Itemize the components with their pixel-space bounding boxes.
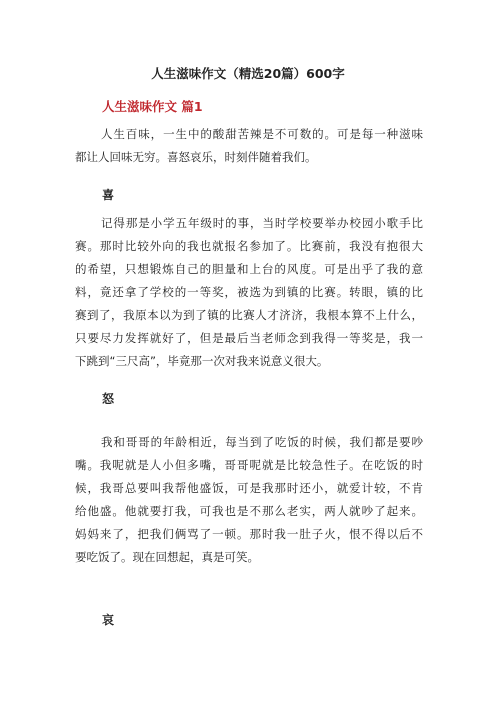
article-heading: 人生滋味作文 篇1 bbox=[102, 99, 203, 114]
paragraph-line: 要吃饭了。现在回想起，真是可笑。 bbox=[75, 550, 259, 564]
paragraph-line: 我和哥哥的年龄相近，每当到了吃饭的时候，我们都是要吵 bbox=[101, 435, 423, 449]
paragraph-line: 候，我哥总要叫我帮他盛饭，可是我那时还小，就爱计较，不肯 bbox=[75, 481, 423, 495]
section-heading-joy: 喜 bbox=[102, 188, 115, 202]
section-paragraph-joy bbox=[75, 212, 423, 373]
section-paragraph-anger bbox=[75, 431, 423, 569]
intro-paragraph bbox=[75, 123, 423, 169]
paragraph-line: 赛到了，我原本以为到了镇的比赛人才济济，我根本算不上什么， bbox=[75, 308, 423, 322]
paragraph-line: 人生百味，一生中的酸甜苦辣是不可数的。可是每一种滋味 bbox=[101, 127, 423, 141]
paragraph-line: 妈妈来了，把我们俩骂了一顿。那时我一肚子火，恨不得以后不 bbox=[75, 527, 423, 541]
paragraph-line: 只要尽力发挥就好了，但是最后当老师念到我得一等奖是，我一 bbox=[75, 331, 423, 345]
section-heading-anger: 怒 bbox=[102, 392, 115, 406]
paragraph-line: 赛。那时比较外向的我也就报名参加了。比赛前，我没有抱很大 bbox=[75, 239, 423, 253]
paragraph-line: 的希望，只想锻炼自己的胆量和上台的风度。可是出乎了我的意 bbox=[75, 262, 423, 276]
paragraph-line: 记得那是小学五年级时的事，当时学校要举办校园小歌手比 bbox=[101, 216, 423, 230]
paragraph-line: 料，竟还拿了学校的一等奖，被选为到镇的比赛。转眼，镇的比 bbox=[75, 285, 423, 299]
section-heading-sorrow: 哀 bbox=[102, 613, 115, 627]
paragraph-line: 下跳到“三尺高”，毕竟那一次对我来说意义很大。 bbox=[75, 354, 329, 368]
paragraph-line: 都让人回味无穷。喜怒哀乐，时刻伴随着我们。 bbox=[75, 150, 317, 164]
paragraph-line: 嘴。我呢就是人小但多嘴，哥哥呢就是比较急性子。在吃饭的时 bbox=[75, 458, 423, 472]
document-title: 人生滋味作文（精选20篇）600字 bbox=[151, 66, 345, 81]
paragraph-line: 给他盛。他就要打我，可我也是不那么老实，两人就吵了起来。 bbox=[75, 504, 423, 518]
